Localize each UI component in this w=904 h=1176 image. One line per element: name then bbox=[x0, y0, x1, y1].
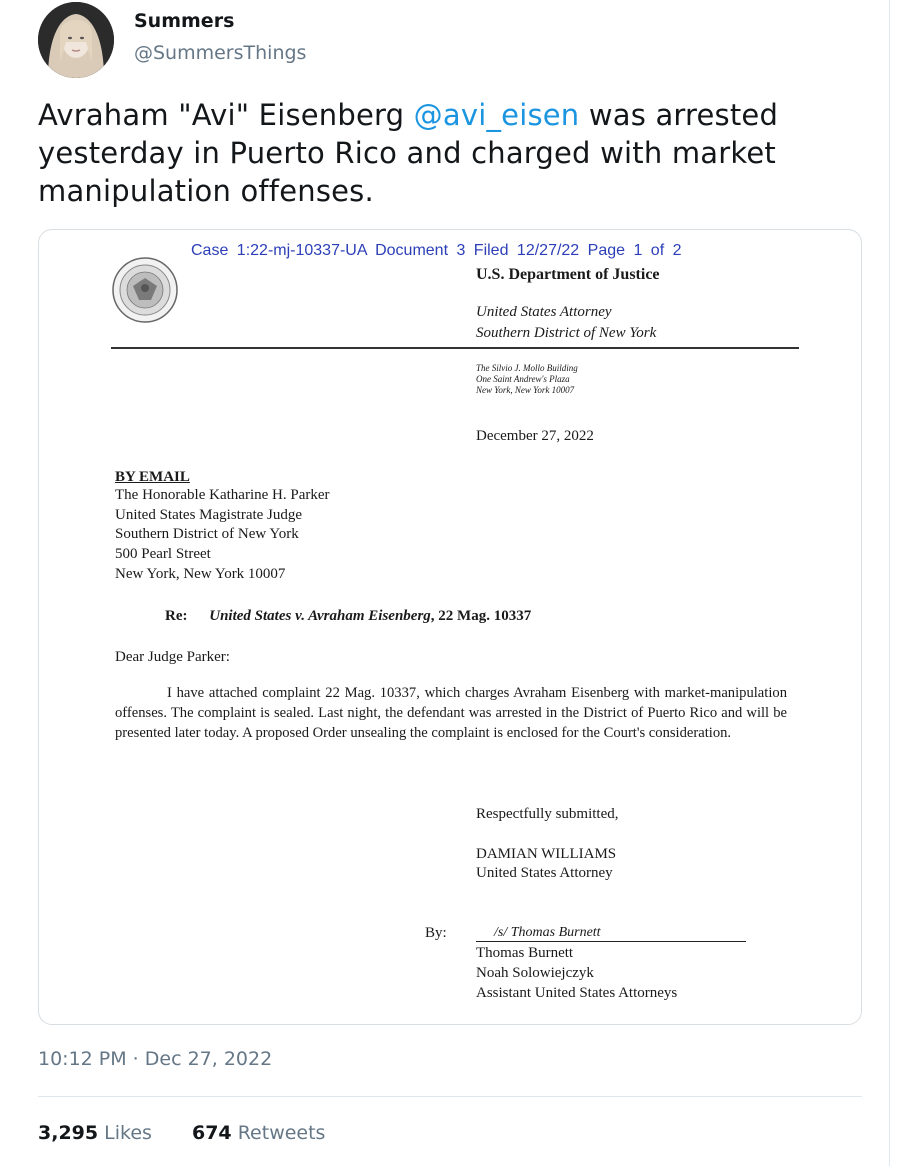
engagement-stats bbox=[38, 1122, 359, 1144]
recipient-line: United States Magistrate Judge bbox=[115, 507, 303, 523]
attached-image[interactable] bbox=[38, 229, 862, 1025]
tweet-text-part: yesterday in Puerto Rico and charged with market bbox=[38, 136, 776, 170]
user-handle[interactable]: @SummersThings bbox=[134, 42, 307, 64]
signature-line bbox=[476, 923, 746, 942]
office-line: United States Attorney bbox=[476, 304, 612, 320]
avatar-photo-icon bbox=[38, 2, 114, 78]
attorney-title: Assistant United States Attorneys bbox=[476, 985, 678, 1001]
likes-label: Likes bbox=[104, 1122, 152, 1144]
re-number: , 22 Mag. 10337 bbox=[430, 608, 532, 624]
delivery-method: BY EMAIL bbox=[115, 469, 190, 485]
doj-seal-icon bbox=[111, 256, 179, 324]
likes-stat[interactable] bbox=[38, 1122, 152, 1144]
address-line: New York, New York 10007 bbox=[476, 385, 575, 395]
salutation: Dear Judge Parker: bbox=[115, 649, 230, 665]
by-label: By: bbox=[425, 925, 447, 941]
attorney-name: Thomas Burnett bbox=[476, 945, 574, 961]
tweet-text-part: manipulation offenses. bbox=[38, 174, 374, 208]
address-line: The Silvio J. Mollo Building bbox=[476, 363, 578, 373]
closing: Respectfully submitted, bbox=[476, 806, 619, 822]
letter-date: December 27, 2022 bbox=[476, 428, 594, 444]
tweet-timestamp[interactable]: 10:12 PM · Dec 27, 2022 bbox=[38, 1048, 273, 1070]
signer-title: United States Attorney bbox=[476, 865, 613, 881]
mention-link[interactable]: @avi_eisen bbox=[413, 98, 580, 132]
tweet-text-part: was arrested bbox=[579, 98, 779, 132]
tweet-text bbox=[38, 96, 858, 210]
header-rule bbox=[111, 347, 799, 349]
re-label: Re: bbox=[165, 608, 188, 624]
attorney-name: Noah Solowiejczyk bbox=[476, 965, 594, 981]
likes-count: 3,295 bbox=[38, 1122, 99, 1144]
court-document bbox=[39, 230, 862, 1025]
retweets-stat[interactable] bbox=[192, 1122, 325, 1144]
display-name[interactable]: Summers bbox=[134, 10, 235, 32]
office-line: Southern District of New York bbox=[476, 325, 657, 341]
department-name: U.S. Department of Justice bbox=[476, 266, 660, 283]
recipient-line: Southern District of New York bbox=[115, 526, 299, 542]
re-case: United States v. Avraham Eisenberg bbox=[209, 608, 431, 624]
divider bbox=[38, 1096, 862, 1097]
letter-body: I have attached complaint 22 Mag. 10337, which charges Avraham Eisenberg with market-manipulation offenses. The complaint is sealed. Last night, the defendant was arrested in the District of Puerto Rico and will be presented later today. A proposed Order unsealing the complaint is enclosed for the Court's consideration. bbox=[115, 685, 787, 741]
signature: /s/ Thomas Burnett bbox=[494, 925, 601, 940]
address-line: One Saint Andrew's Plaza bbox=[476, 374, 570, 384]
recipient-line: New York, New York 10007 bbox=[115, 566, 286, 582]
re-line bbox=[165, 608, 531, 625]
signer-name: DAMIAN WILLIAMS bbox=[476, 846, 617, 862]
recipient-line: The Honorable Katharine H. Parker bbox=[115, 487, 330, 503]
retweets-label: Retweets bbox=[237, 1122, 326, 1144]
avatar[interactable] bbox=[38, 2, 114, 78]
retweets-count: 674 bbox=[191, 1122, 232, 1144]
case-header: Case 1:22-mj-10337-UA Document 3 Filed 12/27/22 Page 1 of 2 bbox=[191, 242, 682, 259]
recipient-line: 500 Pearl Street bbox=[115, 546, 211, 562]
tweet-text-part: Avraham "Avi" Eisenberg bbox=[38, 98, 414, 132]
